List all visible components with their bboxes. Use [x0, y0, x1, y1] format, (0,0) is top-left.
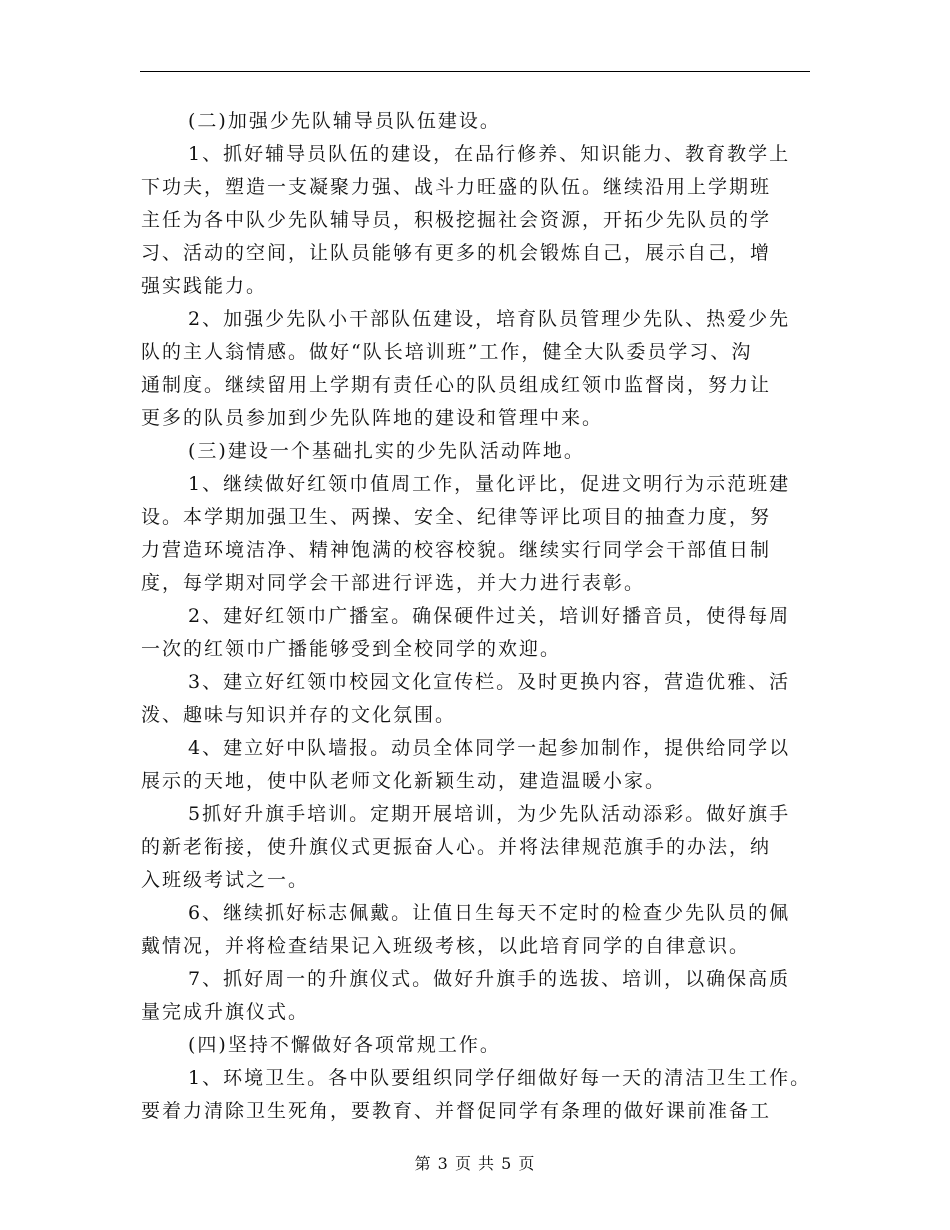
paragraph-line: 1、抓好辅导员队伍的建设，在品行修养、知识能力、教育教学上 [188, 143, 791, 165]
paragraph-line: 4、建立好中队墙报。动员全体同学一起参加制作，提供给同学以 [188, 737, 791, 759]
paragraph-line: 1、环境卫生。各中队要组织同学仔细做好每一天的清洁卫生工作。 [188, 1067, 812, 1089]
paragraph-line: 7、抓好周一的升旗仪式。做好升旗手的选拔、培训，以确保高质 [188, 968, 791, 990]
section-heading: (二)加强少先队辅导员队伍建设。 [188, 110, 501, 132]
paragraph-line: 通制度。继续留用上学期有责任心的队员组成红领巾监督岗，努力让 [141, 374, 772, 396]
paragraph-line: 3、建立好红领巾校园文化宣传栏。及时更换内容，营造优雅、活 [188, 671, 791, 693]
paragraph-line: 6、继续抓好标志佩戴。让值日生每天不定时的检查少先队员的佩 [188, 902, 791, 924]
paragraph-line: 入班级考试之一。 [141, 869, 310, 891]
paragraph-line: 展示的天地，使中队老师文化新颖生动，建造温暖小家。 [141, 770, 667, 792]
paragraph-line: 要着力清除卫生死角，要教育、并督促同学有条理的做好课前准备工 [141, 1100, 772, 1122]
paragraph-line: 泼、趣味与知识并存的文化氛围。 [141, 704, 457, 726]
paragraph-line: 力营造环境洁净、精神饱满的校容校貌。继续实行同学会干部值日制 [141, 539, 772, 561]
paragraph-line: 习、活动的空间，让队员能够有更多的机会锻炼自己，展示自己，增 [141, 242, 772, 264]
section-heading: (三)建设一个基础扎实的少先队活动阵地。 [188, 440, 585, 462]
paragraph-line: 一次的红领巾广播能够受到全校同学的欢迎。 [141, 638, 562, 660]
paragraph-line: 1、继续做好红领巾值周工作，量化评比，促进文明行为示范班建 [188, 473, 791, 495]
paragraph-line: 2、建好红领巾广播室。确保硬件过关，培训好播音员，使得每周 [188, 605, 791, 627]
paragraph-line: 更多的队员参加到少先队阵地的建设和管理中来。 [141, 407, 604, 429]
paragraph-line: 队的主人翁情感。做好“队长培训班”工作，健全大队委员学习、沟 [141, 341, 753, 363]
paragraph-line: 戴情况，并将检查结果记入班级考核，以此培育同学的自律意识。 [141, 935, 751, 957]
paragraph-line: 设。本学期加强卫生、两操、安全、纪律等评比项目的抽查力度，努 [141, 506, 772, 528]
section-heading: (四)坚持不懈做好各项常规工作。 [188, 1034, 501, 1056]
paragraph-line: 度，每学期对同学会干部进行评选，并大力进行表彰。 [141, 572, 646, 594]
paragraph-line: 下功夫，塑造一支凝聚力强、战斗力旺盛的队伍。继续沿用上学期班 [141, 176, 772, 198]
header-rule [140, 71, 810, 72]
paragraph-line: 强实践能力。 [141, 275, 268, 297]
page-number-footer: 第 3 页 共 5 页 [414, 1154, 536, 1173]
paragraph-line: 2、加强少先队小干部队伍建设，培育队员管理少先队、热爱少先 [188, 308, 791, 330]
paragraph-line: 5抓好升旗手培训。定期开展培训，为少先队活动添彩。做好旗手 [188, 803, 791, 825]
paragraph-line: 主任为各中队少先队辅导员，积极挖掘社会资源，开拓少先队员的学 [141, 209, 772, 231]
paragraph-line: 量完成升旗仪式。 [141, 1001, 310, 1023]
paragraph-line: 的新老衔接，使升旗仪式更振奋人心。并将法律规范旗手的办法，纳 [141, 836, 772, 858]
